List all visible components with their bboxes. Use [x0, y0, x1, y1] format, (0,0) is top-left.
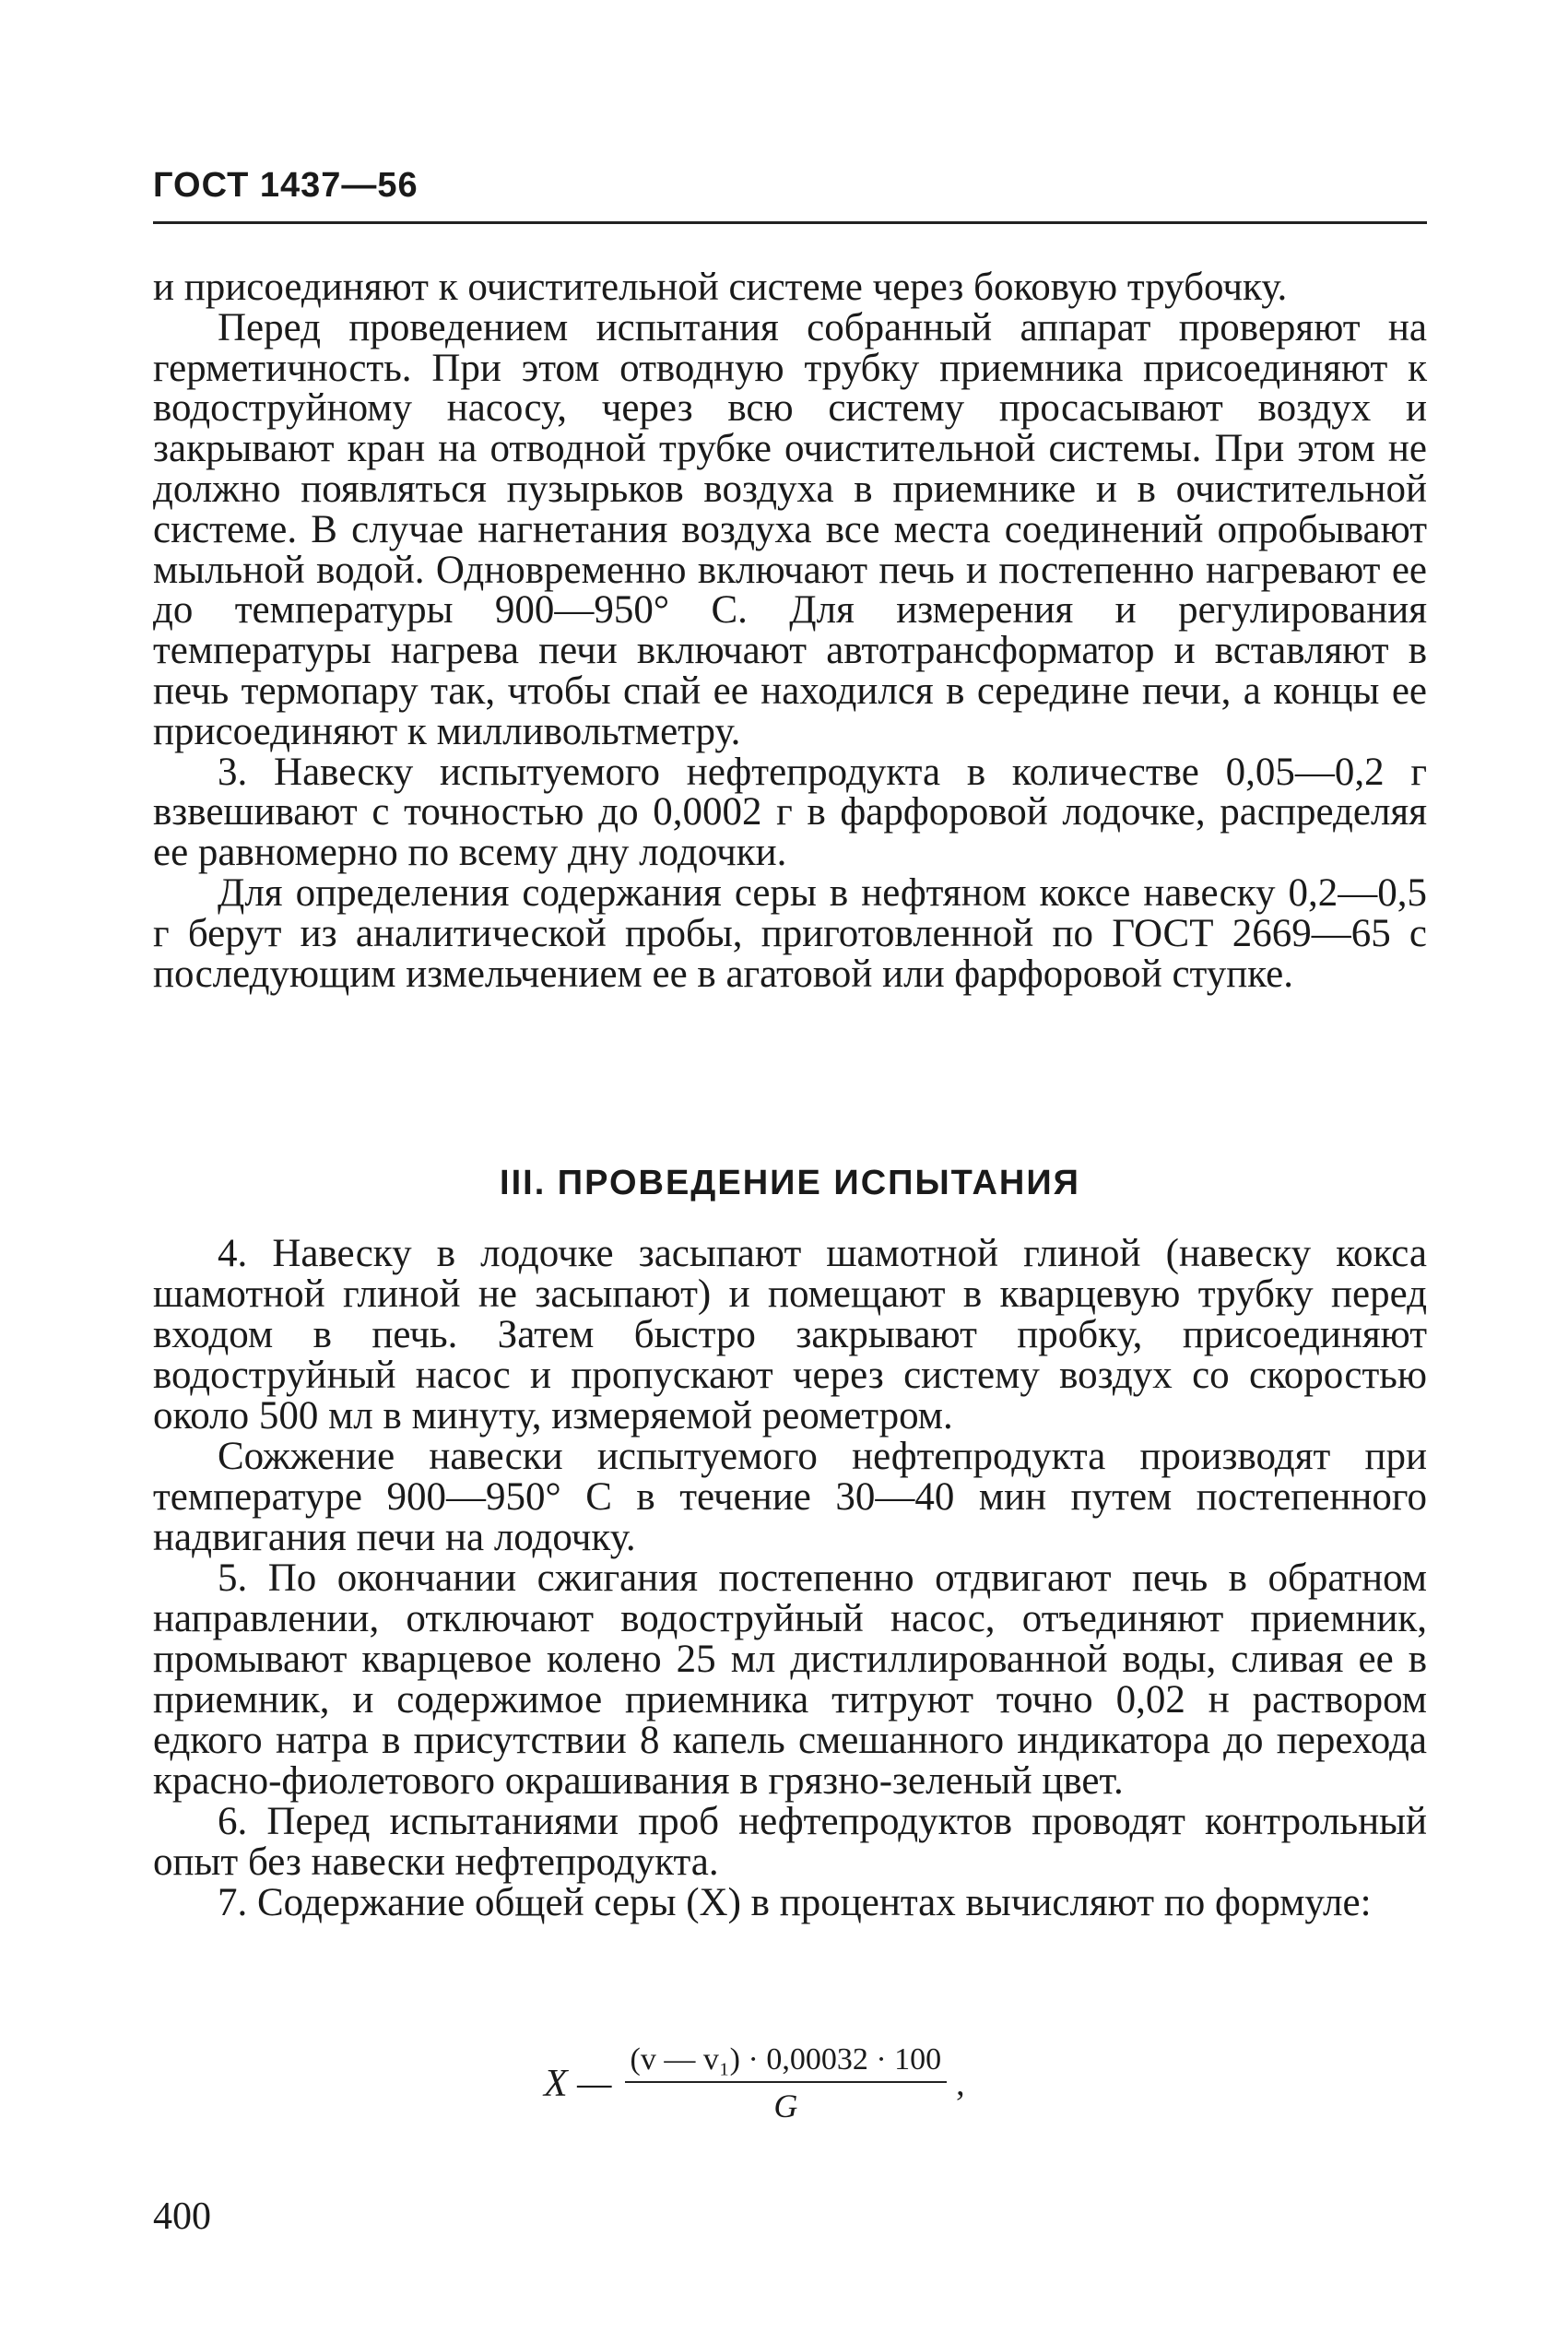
formula — [544, 2042, 965, 2125]
formula-numerator: (v — v₁) · 0,00032 · 100 — [625, 2042, 948, 2083]
paragraph: 7. Содержание общей серы (X) в процентах вычисляют по формуле: — [218, 1881, 1372, 1924]
formula-lhs: X — — [544, 2063, 612, 2105]
header-divider — [153, 221, 1427, 224]
page-number: 400 — [153, 2195, 211, 2238]
section-heading: III. ПРОВЕДЕНИЕ ИСПЫТАНИЯ — [500, 1164, 1080, 1202]
paragraph: Сожжение навески испытуемого нефтепродукта производят при температуре 900—950° С в течение 30—40 мин путем постепенного надвигания печи на лодочку. — [153, 1435, 1427, 1559]
paragraph: 6. Перед испытаниями проб нефтепродуктов проводят контрольный опыт без навески нефтепродукта. — [153, 1800, 1427, 1884]
body-bottom — [153, 1234, 1427, 1923]
paragraph: 4. Навеску в лодочке засыпают шамотной глиной (навеску кокса шамотной глиной не засыпают) и помещают в кварцевую трубку перед входом в печь. Затем быстро закрывают пробку, присоединяют водоструйный насос и пропускают через систему воздух со скоростью около 500 мл в минуту, измеряемой реометром. — [153, 1232, 1427, 1438]
page-header: ГОСТ 1437—56 — [153, 166, 419, 205]
formula-fraction — [625, 2042, 948, 2125]
paragraph: 3. Навеску испытуемого нефтепродукта в количестве 0,05—0,2 г взвешивают с точностью до 0,0002 г в фарфоровой лодочке, распределяя ее равномерно по всему дну лодочки. — [153, 750, 1427, 875]
body-top — [153, 267, 1427, 994]
paragraph: Перед проведением испытания собранный аппарат проверяют на герметичность. При этом отводную трубку приемника присоединяют к водоструйному насосу, через всю систему просасывают воздух и закрывают кран на отводной трубке очистительной системы. При этом не должно появляться пузырьков воздуха в приемнике и в очистительной системе. В случае нагнетания воздуха все места соединений опробывают мыльной водой. Одновременно включают печь и постепенно нагревают ее до температуры 900—950° С. Для измерения и регулирования температуры нагрева печи включают автотрансформатор и вставляют в печь термопару так, чтобы спай ее находился в середине печи, а концы ее присоединяют к милливольтметру. — [153, 305, 1427, 753]
paragraph: Для определения содержания серы в нефтяном коксе навеску 0,2—0,5 г берут из аналитической пробы, приготовленной по ГОСТ 2669—65 с последующим измельчением ее в агатовой или фарфоровой ступке. — [153, 870, 1427, 996]
paragraph: 5. По окончании сжигания постепенно отдвигают печь в обратном направлении, отключают водоструйный насос, отъединяют приемник, промывают кварцевое колено 25 мл дистиллированной воды, сливая ее в приемник, и содержимое приемника титруют точно 0,02 н раствором едкого натра в присутствии 8 капель смешанного индикатора до перехода красно-фиолетового окрашивания в грязно-зеленый цвет. — [153, 1556, 1427, 1803]
formula-denominator: G — [773, 2088, 798, 2124]
paragraph: и присоединяют к очистительной системе через боковую трубочку. — [153, 266, 1288, 309]
formula-trailing: , — [956, 2065, 965, 2103]
